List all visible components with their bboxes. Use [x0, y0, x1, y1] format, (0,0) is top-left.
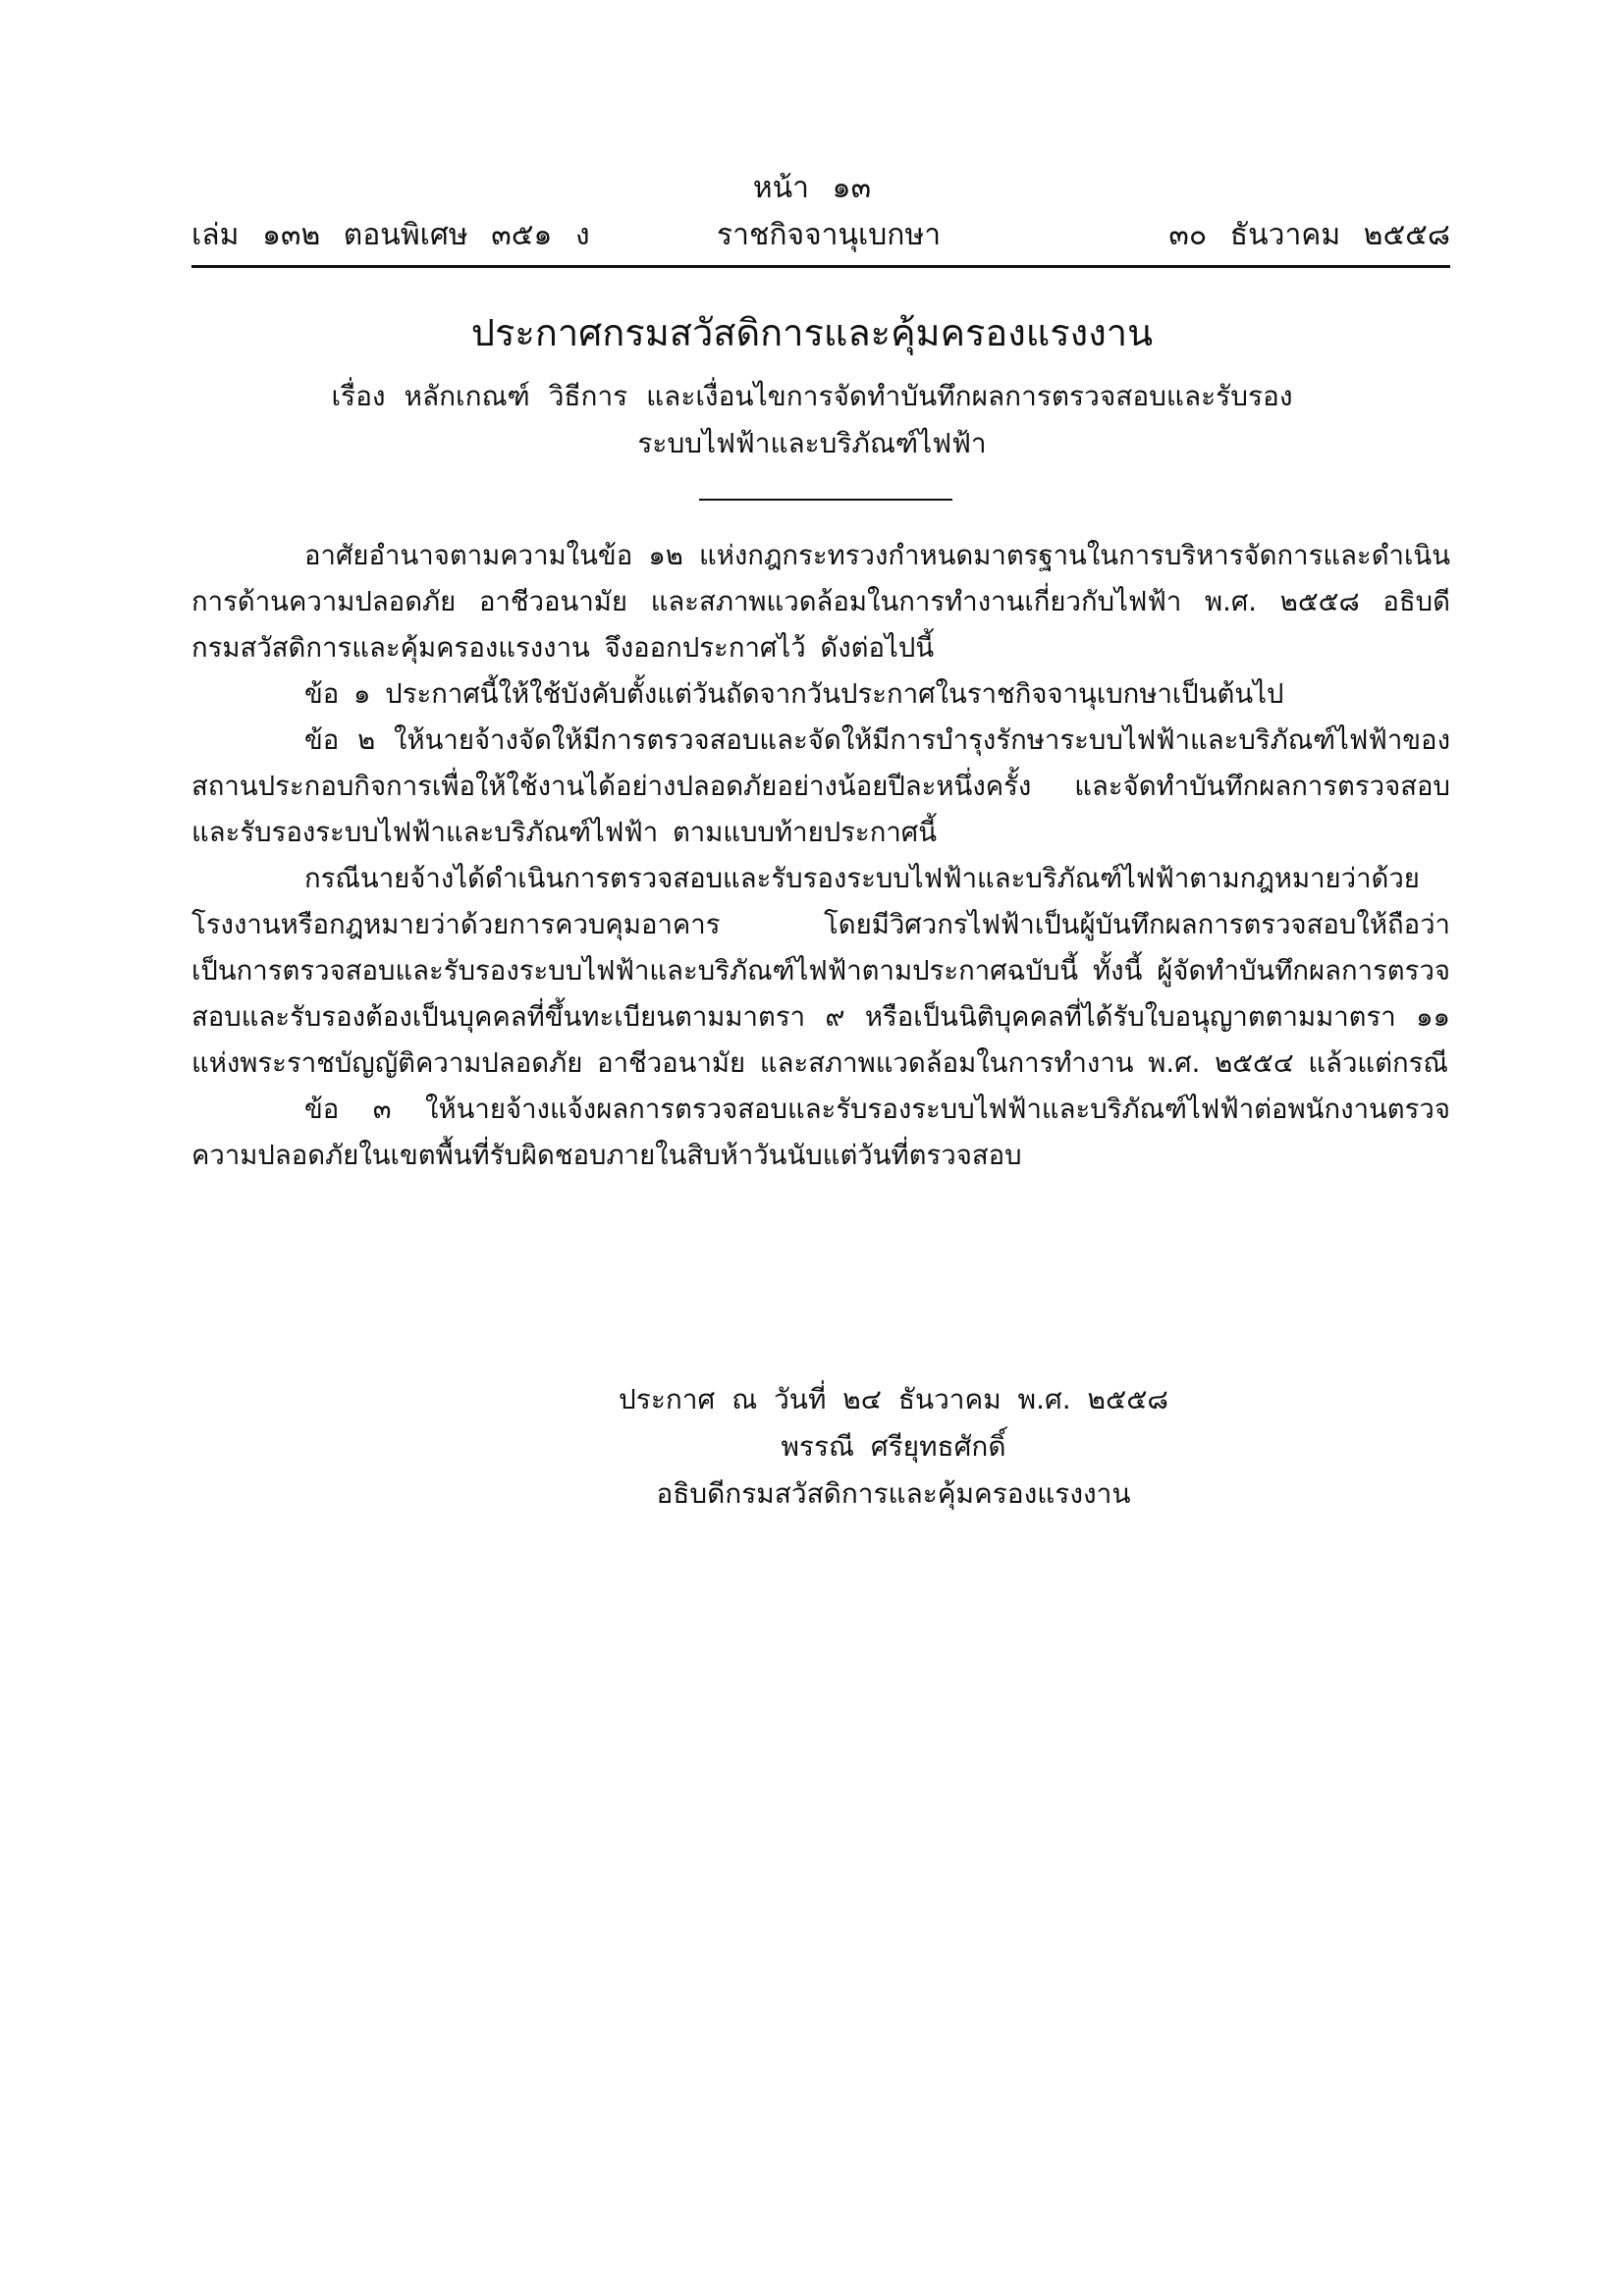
- subject-line-1: เรื่อง หลักเกณฑ์ วิธีการ และเงื่อนไขการจัดทำบันทึกผลการตรวจสอบและรับรอง: [331, 380, 1293, 412]
- signature-block: [550, 1376, 1237, 1518]
- clause-2-exception-paragraph: กรณีนายจ้างได้ดำเนินการตรวจสอบและรับรองระบบไฟฟ้าและบริภัณฑ์ไฟฟ้าตามกฎหมายว่าด้วยโรงงานหรือกฎหมายว่าด้วยการควบคุมอาคาร โดยมีวิศวกรไฟฟ้าเป็นผู้บันทึกผลการตรวจสอบให้ถือว่าเป็นการตรวจสอบและรับรองระบบไฟฟ้าและบริภัณฑ์ไฟฟ้าตามประกาศฉบับนี้ ทั้งนี้ ผู้จัดทำบันทึกผลการตรวจสอบและรับรองต้องเป็นบุคคลที่ขึ้นทะเบียนตามมาตรา ๙ หรือเป็นนิติบุคคลที่ได้รับใบอนุญาตตามมาตรา ๑๑ แห่งพระราชบัญญัติความปลอดภัย อาชีวอนามัย และสภาพแวดล้อมในการทำงาน พ.ศ. ๒๕๕๔ แล้วแต่กรณี: [191, 863, 1450, 1079]
- clause-3-paragraph: ข้อ ๓ ให้นายจ้างแจ้งผลการตรวจสอบและรับรองระบบไฟฟ้าและบริภัณฑ์ไฟฟ้าต่อพนักงานตรวจความปลอดภัยในเขตพื้นที่รับผิดชอบภายในสิบห้าวันนับแต่วันที่ตรวจสอบ: [191, 1094, 1450, 1171]
- signer-title: อธิบดีกรมสวัสดิการและคุ้มครองแรงงาน: [656, 1477, 1131, 1510]
- clause-2-paragraph: ข้อ ๒ ให้นายจ้างจัดให้มีการตรวจสอบและจัดให้มีการบำรุงรักษาระบบไฟฟ้าและบริภัณฑ์ไฟฟ้าของสถานประกอบกิจการเพื่อให้ใช้งานได้อย่างปลอดภัยอย่างน้อยปีละหนึ่งครั้ง และจัดทำบันทึกผลการตรวจสอบและรับรองระบบไฟฟ้าและบริภัณฑ์ไฟฟ้า ตามแบบท้ายประกาศนี้: [191, 724, 1450, 848]
- page-number: หน้า ๑๓: [752, 171, 872, 205]
- document-title: ประกาศกรมสวัสดิการและคุ้มครองแรงงาน: [470, 311, 1154, 354]
- gazette-header: [191, 214, 1450, 257]
- signer-name: พรรณี ศรียุทธศักดิ์: [781, 1430, 1006, 1463]
- announcement-date: ประกาศ ณ วันที่ ๒๔ ธันวาคม พ.ศ. ๒๕๕๘: [619, 1383, 1168, 1415]
- clause-1-paragraph: ข้อ ๑ ประกาศนี้ให้ใช้บังคับตั้งแต่วันถัดจากวันประกาศในราชกิจจานุเบกษาเป็นต้นไป: [304, 678, 1284, 710]
- preamble-paragraph: อาศัยอำนาจตามความในข้อ ๑๒ แห่งกฎกระทรวงกำหนดมาตรฐานในการบริหารจัดการและดำเนินการด้านความปลอดภัย อาชีวอนามัย และสภาพแวดล้อมในการทำงานเกี่ยวกับไฟฟ้า พ.ศ. ๒๕๕๘ อธิบดีกรมสวัสดิการและคุ้มครองแรงงาน จึงออกประกาศไว้ ดังต่อไปนี้: [191, 540, 1450, 664]
- document-body: [191, 533, 1450, 1179]
- volume-issue: เล่ม ๑๓๒ ตอนพิเศษ ๓๕๑ ง: [191, 218, 590, 252]
- header-divider: [191, 265, 1450, 268]
- gazette-name: ราชกิจจานุเบกษา: [717, 218, 942, 252]
- title-divider: [699, 499, 952, 501]
- gazette-date: ๓๐ ธันวาคม ๒๕๕๘: [1168, 218, 1450, 252]
- document-subject: [0, 373, 1624, 467]
- subject-line-2: ระบบไฟฟ้าและบริภัณฑ์ไฟฟ้า: [637, 427, 987, 459]
